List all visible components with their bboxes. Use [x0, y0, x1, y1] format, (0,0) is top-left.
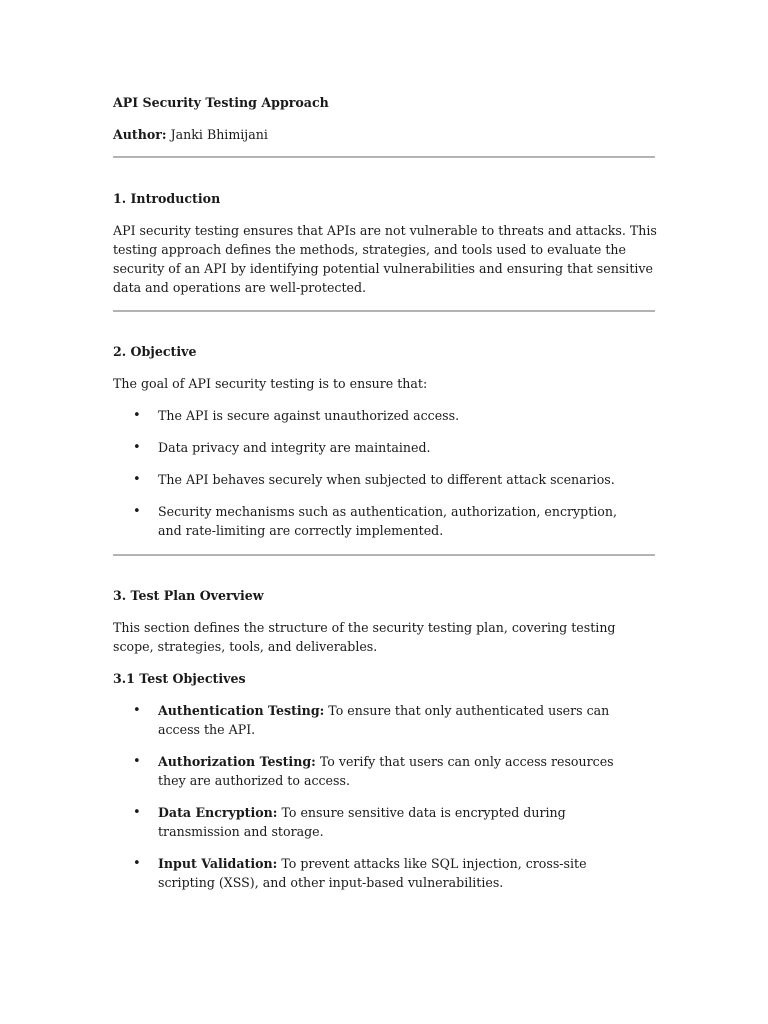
item-label: Data Encryption:: [158, 805, 278, 820]
bullet-icon: •: [133, 408, 141, 423]
divider: [113, 310, 655, 312]
introduction-paragraph: API security testing ensures that APIs are not vulnerable to threats and attacks. This testing approach defines the methods, strategies, and tools used to evaluate the security of an API by identifying potential vulnerabilities and ensuring that sensitive data and operations are well-protected.: [113, 223, 657, 295]
bullet-icon: •: [133, 856, 141, 871]
list-item: • The API is secure against unauthorized access.: [133, 408, 460, 423]
bullet-icon: •: [133, 703, 141, 718]
list-item: • Data Encryption: To ensure sensitive data is encrypted during transmission and storage.: [133, 805, 566, 839]
section-heading-objective: 2. Objective: [113, 344, 197, 359]
divider: [113, 554, 655, 556]
bullet-icon: •: [133, 805, 141, 820]
list-item: • The API behaves securely when subjected to different attack scenarios.: [133, 472, 615, 487]
author-name: Janki Bhimijani: [170, 127, 268, 142]
subsection-heading-test-objectives: 3.1 Test Objectives: [113, 671, 246, 686]
section-heading-test-plan: 3. Test Plan Overview: [113, 588, 264, 603]
author-label: Author:: [113, 127, 167, 142]
objective-list: [113, 406, 658, 540]
item-label: Authorization Testing:: [158, 754, 316, 769]
item-label: Input Validation:: [158, 856, 278, 871]
bullet-icon: •: [133, 472, 141, 487]
test-plan-paragraph: This section defines the structure of the security testing plan, covering testing scope, strategies, tools, and deliverables.: [113, 620, 616, 654]
author-line: [113, 125, 658, 144]
item-label: Authentication Testing:: [158, 703, 325, 718]
test-objectives-list: [113, 701, 658, 892]
list-item: • Authentication Testing: To ensure that only authenticated users can access the API.: [133, 703, 610, 737]
objective-intro: The goal of API security testing is to ensure that:: [113, 376, 428, 391]
bullet-icon: •: [133, 504, 141, 519]
list-item: • Data privacy and integrity are maintained.: [133, 440, 431, 455]
bullet-icon: •: [133, 754, 141, 769]
list-item: • Security mechanisms such as authentication, authorization, encryption, and rate-limiting are correctly implemented.: [133, 504, 618, 538]
divider: [113, 156, 655, 158]
list-item: • Authorization Testing: To verify that users can only access resources they are authorized to access.: [133, 754, 614, 788]
list-item: • Input Validation: To prevent attacks like SQL injection, cross-site scripting (XSS), and other input-based vulnerabilities.: [133, 856, 587, 890]
document-title: API Security Testing Approach: [113, 95, 329, 110]
bullet-icon: •: [133, 440, 141, 455]
section-heading-introduction: 1. Introduction: [113, 191, 221, 206]
